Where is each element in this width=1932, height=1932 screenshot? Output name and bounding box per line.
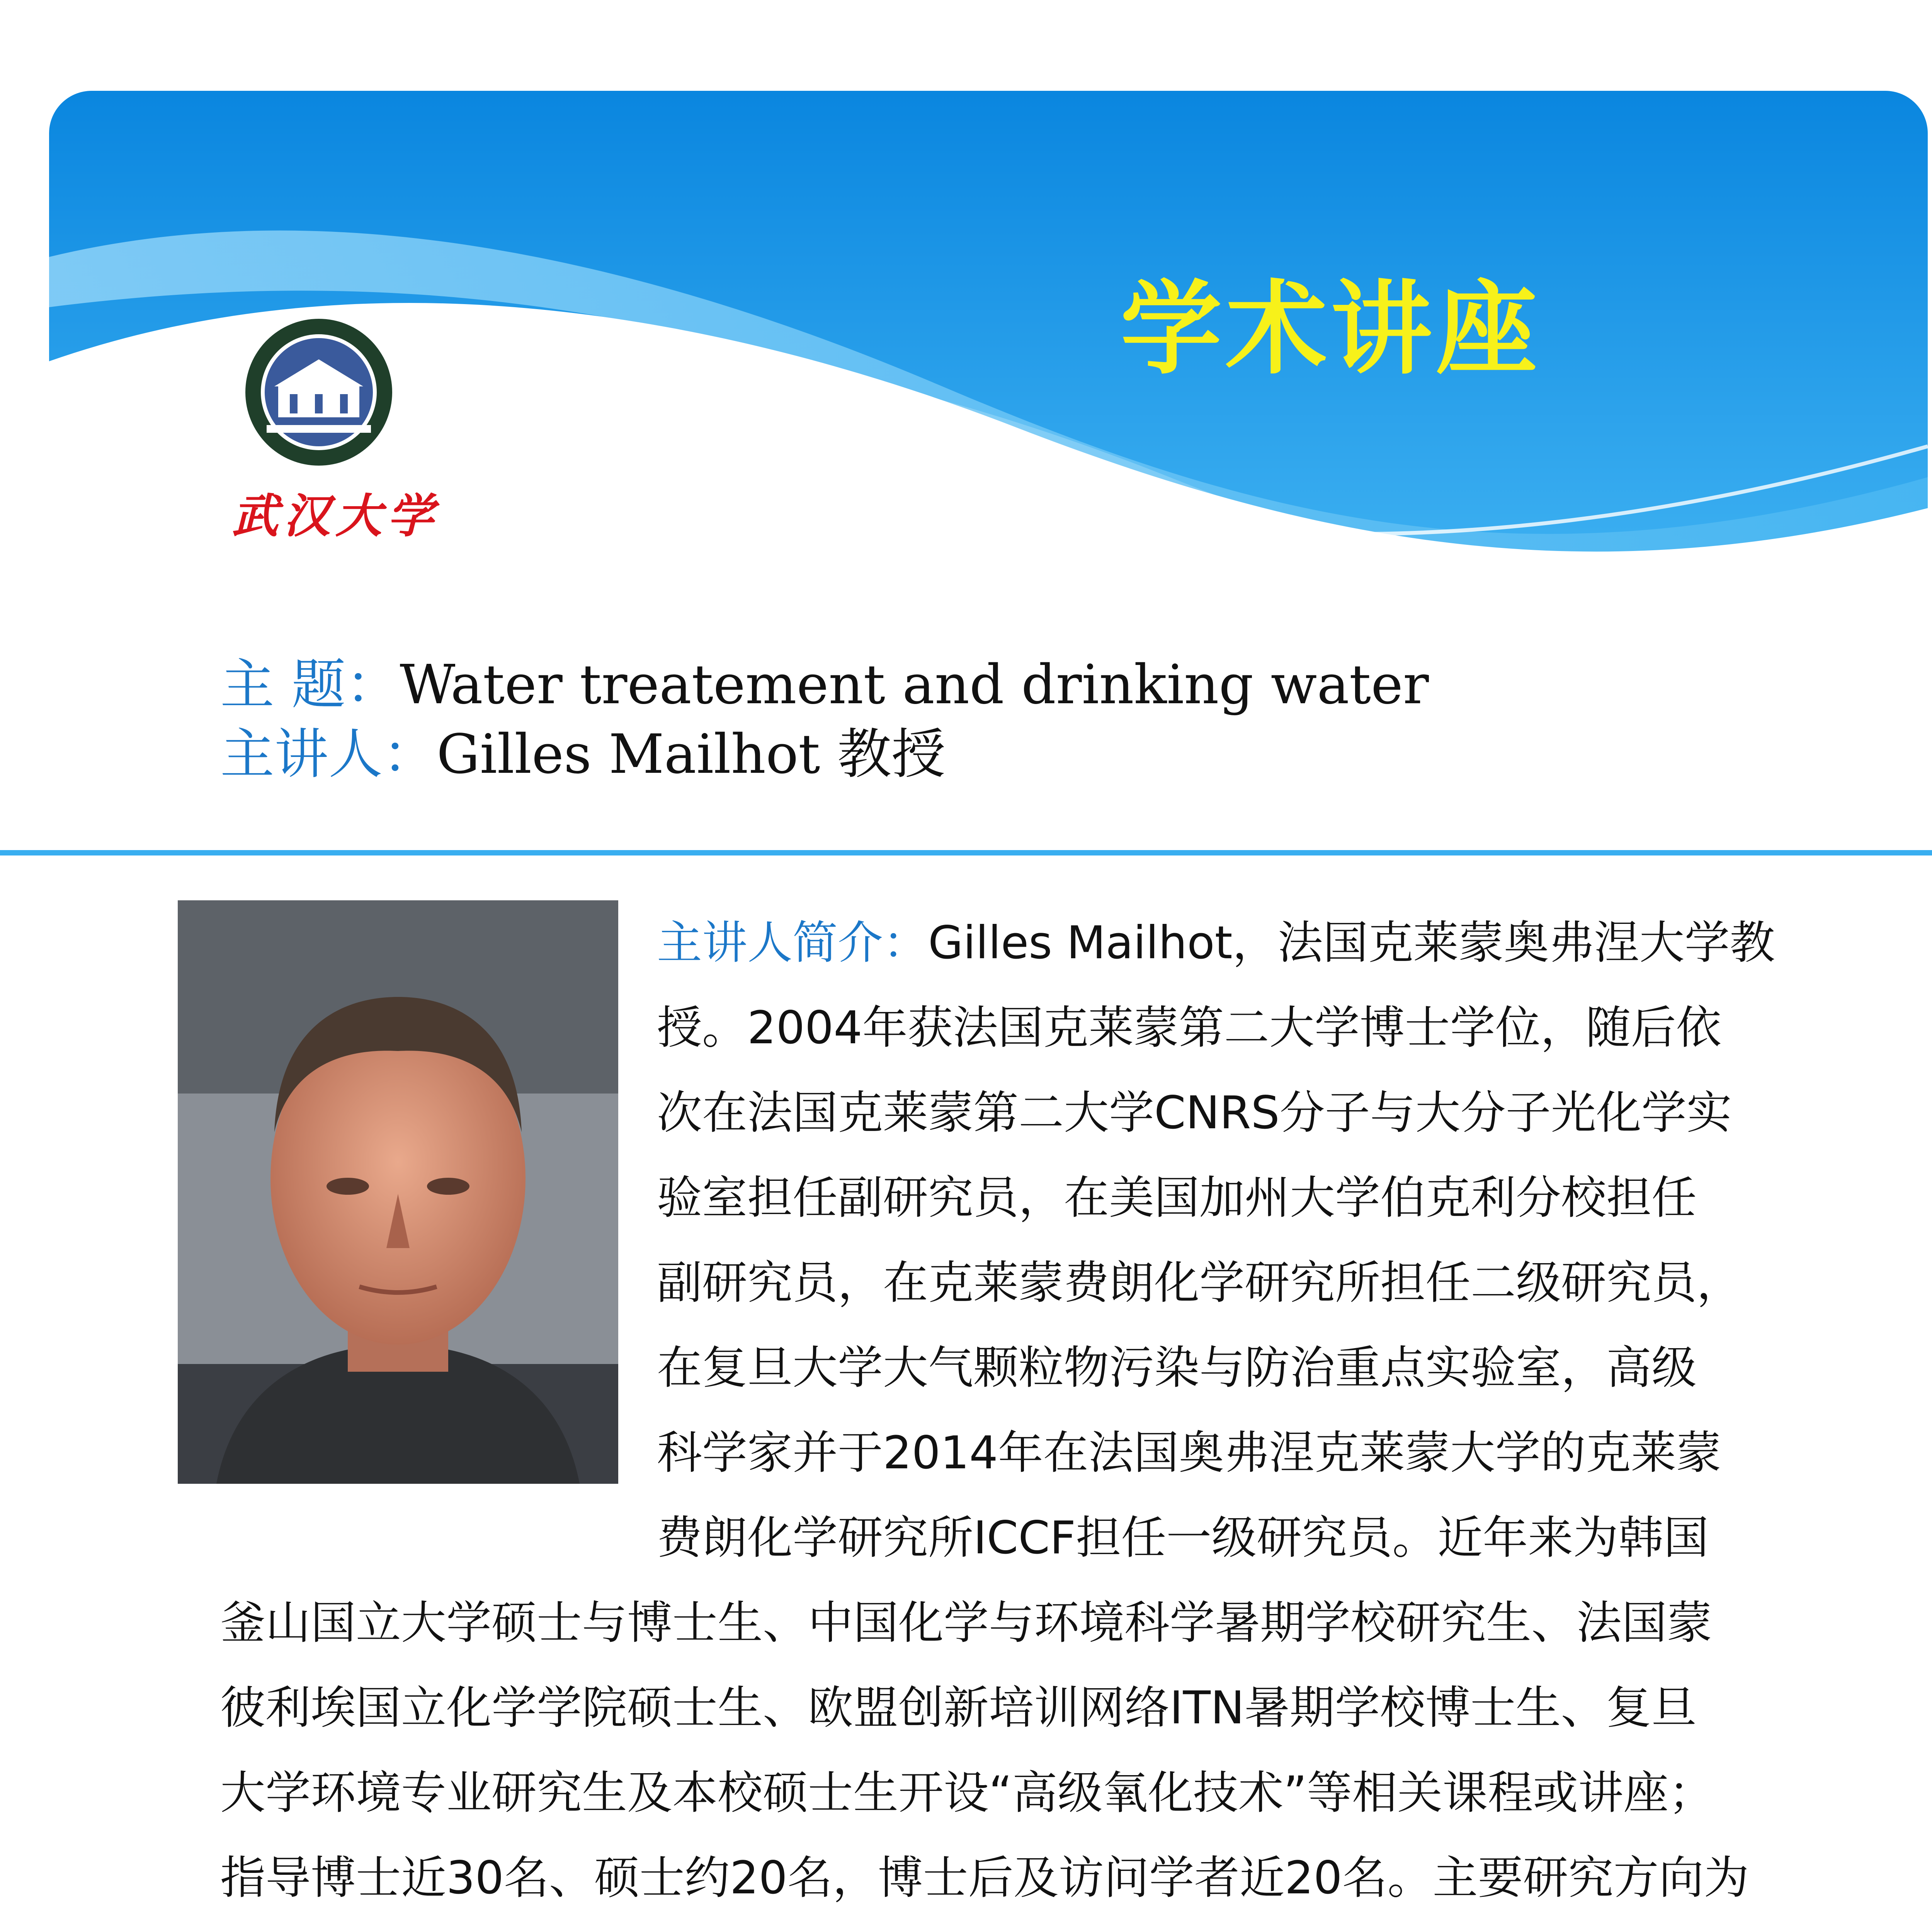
- bio-line-4: 验室担任副研究员，在美国加州大学伯克利分校担任: [657, 1171, 1697, 1224]
- divider-top: [0, 850, 1932, 855]
- bio-line-10: 彼利埃国立化学学院硕士生、欧盟创新培训网络ITN暑期学校博士生、复旦: [220, 1681, 1697, 1734]
- bio-label: 主讲人简介：: [657, 916, 929, 969]
- speaker-line: [220, 711, 946, 789]
- bio-line-5: 副研究员，在克莱蒙费朗化学研究所担任二级研究员，: [657, 1256, 1742, 1309]
- bio-line-13: [220, 1920, 1712, 1932]
- speaker-photo: [178, 900, 618, 1484]
- university-name-logo: 武汉大学: [232, 489, 439, 543]
- speaker-value: Gilles Mailhot 教授: [437, 723, 946, 786]
- bio-line-7: 科学家并于2014年在法国奥弗涅克莱蒙大学的克莱蒙: [657, 1426, 1721, 1479]
- bio-line-2: 授。2004年获法国克莱蒙第二大学博士学位，随后依: [657, 1001, 1721, 1054]
- topic-value: Water treatement and drinking water: [400, 653, 1429, 716]
- bio-line-11: 大学环境专业研究生及本校硕士生开设“高级氧化技术”等相关课程或讲座；: [220, 1766, 1714, 1819]
- topic-label: 主 题：: [220, 653, 400, 716]
- page-title: 学术讲座: [1121, 270, 1541, 388]
- speaker-label: 主讲人：: [220, 723, 437, 786]
- bio-line-6: 在复旦大学大气颗粒物污染与防治重点实验室，高级: [657, 1341, 1697, 1394]
- topic-line: [220, 641, 1429, 719]
- bio-line-9: 釜山国立大学硕士与博士生、中国化学与环境科学暑期学校研究生、法国蒙: [220, 1596, 1713, 1649]
- bio-line-8: 费朗化学研究所ICCF担任一级研究员。近年来为韩国: [657, 1511, 1709, 1564]
- bio-line-1: [657, 900, 1775, 985]
- bio-text: Gilles Mailhot，法国克莱蒙奥弗涅大学教: [928, 916, 1775, 969]
- bio-line-12: 指导博士近30名、硕士约20名，博士后及访问学者近20名。主要研究方向为: [220, 1851, 1749, 1904]
- bio-line-3: 次在法国克莱蒙第二大学CNRS分子与大分子光化学实: [657, 1086, 1732, 1139]
- university-seal-logo: [243, 317, 394, 468]
